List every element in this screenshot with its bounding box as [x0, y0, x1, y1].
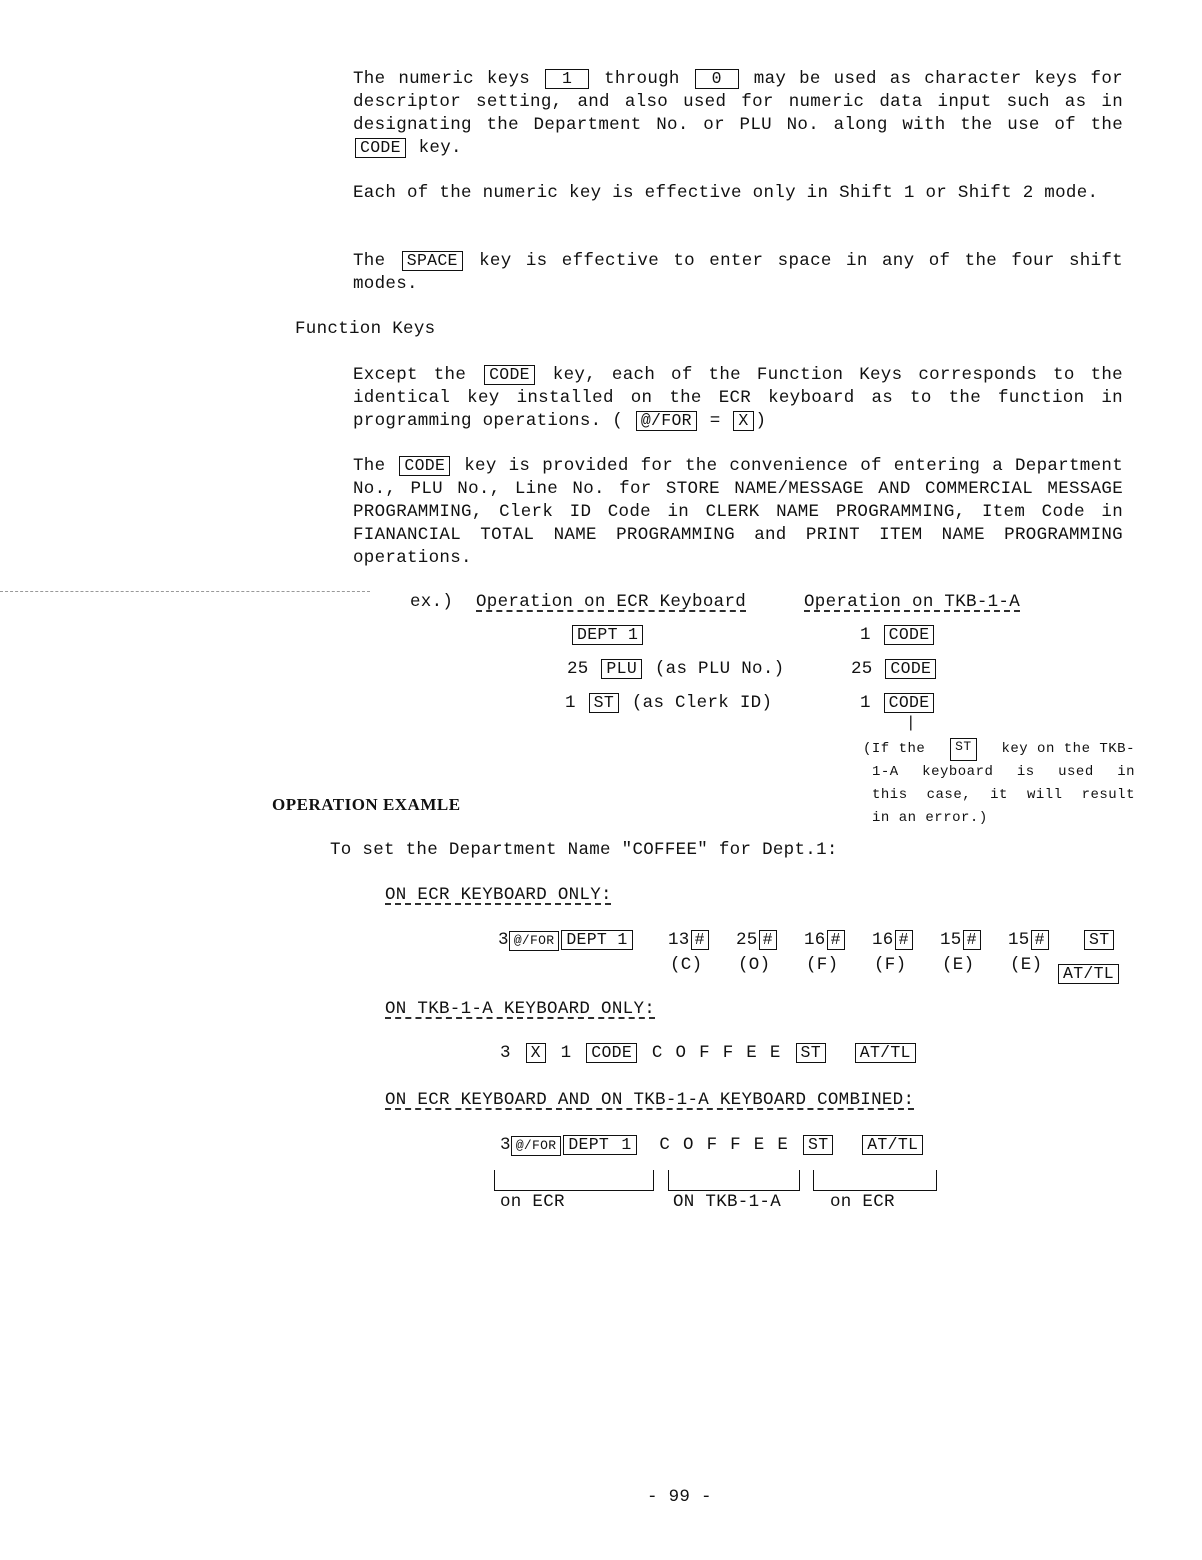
label-on-ecr-1: on ECR: [500, 1192, 565, 1212]
text: 1: [565, 693, 576, 713]
key-dept-1: DEPT 1: [563, 1135, 636, 1155]
key-code: CODE: [884, 625, 935, 645]
item-number: 15: [940, 930, 962, 950]
key-st: ST: [796, 1043, 826, 1063]
example-label: ex.): [410, 592, 454, 612]
item-number: 16: [872, 930, 894, 950]
text: Except the: [353, 365, 467, 385]
key-hash: #: [759, 930, 777, 950]
key-code: CODE: [885, 659, 936, 679]
item-char: (C): [670, 955, 703, 975]
label-on-ecr-2: on ECR: [830, 1192, 895, 1212]
operation-intro: To set the Department Name "COFFEE" for Dept.1:: [330, 840, 838, 860]
text: key on the TKB-: [1001, 741, 1135, 757]
ecr-only-item: [872, 930, 913, 950]
operation-example-heading: OPERATION EXAMLE: [272, 795, 461, 814]
text: C O F F E E: [659, 1135, 789, 1155]
example-row-2-ecr: [567, 659, 784, 679]
key-hash: #: [1031, 930, 1049, 950]
item-char: (E): [942, 955, 975, 975]
bracket-on-ecr-1: [494, 1170, 654, 1191]
ecr-only-sequence: [498, 930, 633, 951]
item-char: (F): [874, 955, 907, 975]
key-code: CODE: [484, 365, 535, 385]
text: C O F F E E: [651, 1043, 781, 1063]
item-char: (O): [738, 955, 771, 975]
text: The numeric keys: [353, 69, 531, 89]
divider: [0, 591, 370, 592]
key-at-tl: AT/TL: [862, 1135, 923, 1155]
note-line-2: 1-A keyboard is used in: [872, 764, 1135, 780]
key-hash: #: [895, 930, 913, 950]
ecr-only-item: [736, 930, 777, 950]
key-code: CODE: [355, 138, 406, 158]
key-at-for: @/FOR: [511, 1136, 562, 1156]
text: 3: [500, 1043, 511, 1063]
key-code: CODE: [586, 1043, 637, 1063]
combined-sequence: [500, 1135, 925, 1156]
text: 1: [860, 693, 871, 713]
key-st: ST: [1084, 930, 1114, 950]
text: 25: [567, 659, 589, 679]
paragraph-function-keys: [353, 364, 1123, 433]
section-combined-title: ON ECR KEYBOARD AND ON TKB-1-A KEYBOARD COMBINED:: [385, 1090, 915, 1110]
key-at-for: @/FOR: [636, 411, 697, 431]
key-1: 1: [545, 69, 589, 89]
paragraph-numeric-keys: [353, 68, 1123, 160]
key-space: SPACE: [402, 251, 463, 271]
text: ): [755, 411, 767, 431]
item-number: 16: [804, 930, 826, 950]
text: may be used as character keys for descriptor setting, and also used for numeric data input such as in designating the Department No. or PLU No. along with the use of the: [353, 69, 1123, 135]
key-dept-1: DEPT 1: [561, 930, 632, 950]
item-number: 13: [668, 930, 690, 950]
ecr-only-item: [940, 930, 981, 950]
text: key is provided for the convenience of entering a Department No., PLU No., Line No. for STORE NAME/MESSAGE AND COMMERCIAL MESSAGE PROGRAMMING, Clerk ID Code in CLERK NAME PROGRAMMING, Item Code in FIANANCIAL TOTAL NAME PROGRAMMING and PRINT ITEM NAME PROGRAMMING operations.: [353, 456, 1123, 568]
ecr-only-item: [1008, 930, 1049, 950]
example-row-1-ecr: [570, 625, 645, 645]
example-row-2-tkb: [851, 659, 938, 679]
example-row-1-tkb: [860, 625, 936, 645]
function-keys-heading: Function Keys: [295, 319, 436, 339]
key-x: X: [733, 411, 753, 431]
paragraph-shift-mode: Each of the numeric key is effective only in Shift 1 or Shift 2 mode.: [353, 183, 1099, 203]
text: 25: [851, 659, 873, 679]
note-line-3: this case, it will result: [872, 787, 1135, 803]
key-st: ST: [589, 693, 619, 713]
key-at-tl: AT/TL: [855, 1043, 916, 1063]
text: (as PLU No.): [654, 659, 785, 679]
example-row-3-ecr: [565, 693, 772, 713]
bracket-on-ecr-2: [813, 1170, 937, 1191]
page-number: - 99 -: [647, 1487, 712, 1507]
bracket-on-tkb: [668, 1170, 800, 1191]
ecr-only-st: [1082, 930, 1116, 950]
text: 1: [860, 625, 871, 645]
key-x: X: [526, 1043, 546, 1063]
item-char: (E): [1010, 955, 1043, 975]
text: The: [353, 456, 386, 476]
equals-sign: =: [709, 411, 721, 431]
ecr-only-item: [668, 930, 709, 950]
key-hash: #: [827, 930, 845, 950]
note-pipe: |: [906, 714, 916, 732]
key-code: CODE: [399, 456, 450, 476]
text: key is effective to enter space in any of the four shift modes.: [353, 251, 1123, 294]
text: key.: [418, 138, 462, 158]
section-ecr-only-title: ON ECR KEYBOARD ONLY:: [385, 885, 612, 905]
example-note: [863, 738, 1135, 830]
text: (If the: [863, 741, 926, 757]
key-at-tl: AT/TL: [1058, 964, 1119, 984]
key-0: 0: [695, 69, 739, 89]
text: 1: [560, 1043, 572, 1063]
paragraph-space-key: [353, 250, 1123, 296]
key-hash: #: [691, 930, 709, 950]
label-on-tkb: ON TKB-1-A: [673, 1192, 782, 1212]
text: (as Clerk ID): [631, 693, 773, 713]
item-char: (F): [806, 955, 839, 975]
key-plu: PLU: [601, 659, 642, 679]
text: 3: [500, 1135, 511, 1155]
example-col1-heading: Operation on ECR Keyboard: [476, 592, 747, 612]
item-number: 25: [736, 930, 758, 950]
key-code: CODE: [884, 693, 935, 713]
paragraph-code-key: [353, 455, 1123, 570]
tkb-only-sequence: [500, 1043, 918, 1063]
example-row-3-tkb: [860, 693, 936, 713]
text: key, each of the Function Keys corresponds to the identical key installed on the ECR keyboard as to the function in programming operations. (: [353, 365, 1123, 431]
item-number: 15: [1008, 930, 1030, 950]
ecr-only-attl: [1056, 964, 1121, 984]
example-col2-heading: Operation on TKB-1-A: [804, 592, 1021, 612]
key-dept-1: DEPT 1: [572, 625, 643, 645]
key-st: ST: [950, 738, 977, 761]
key-at-for: @/FOR: [509, 931, 560, 951]
key-st: ST: [803, 1135, 833, 1155]
key-hash: #: [963, 930, 981, 950]
ecr-only-item: [804, 930, 845, 950]
text: through: [604, 69, 680, 89]
text: The: [353, 251, 386, 271]
note-line-4: in an error.): [872, 810, 988, 826]
section-tkb-only-title: ON TKB-1-A KEYBOARD ONLY:: [385, 999, 656, 1019]
text: 3: [498, 930, 509, 950]
